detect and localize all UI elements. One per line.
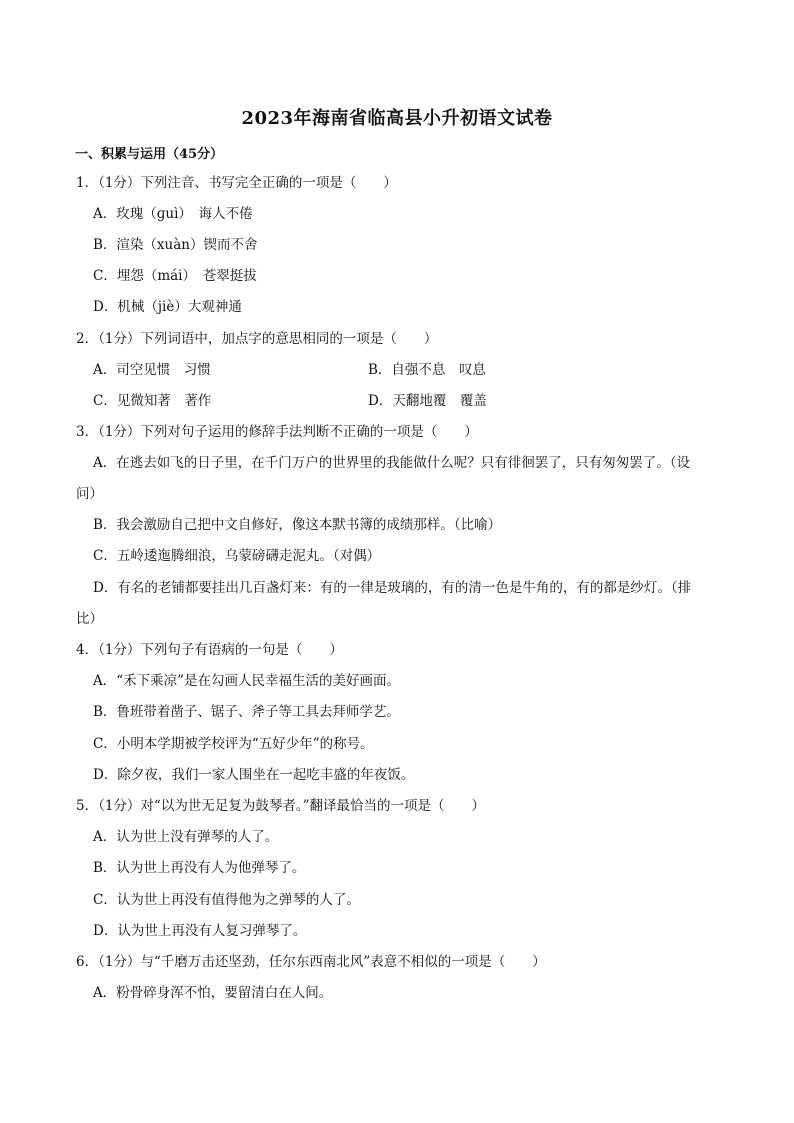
answer-option: D．除夕夜，我们一家人围坐在一起吃丰盛的年夜饭。 bbox=[93, 767, 415, 783]
question-stem: 3．（1分）下列对句子运用的修辞手法判断不正确的一项是（ ） bbox=[76, 424, 478, 440]
answer-option: B．渲染（xuàn）锲而不舍 bbox=[93, 237, 258, 253]
line-continuation: 问） bbox=[76, 486, 103, 502]
answer-option: A．玫瑰（ɡuì） 诲人不倦 bbox=[93, 206, 253, 222]
question-stem: 1．（1分）下列注音、书写完全正确的一项是（ ） bbox=[76, 175, 397, 191]
question-stem: 2．（1分）下列词语中，加点字的意思相同的一项是（ ） bbox=[76, 331, 438, 347]
answer-option: C．认为世上再没有值得他为之弹琴的人了。 bbox=[93, 892, 360, 908]
answer-option: D．天翻地覆 覆盖 bbox=[368, 393, 487, 409]
section-heading: 一、积累与运用（45分） bbox=[75, 147, 224, 162]
line-continuation: 比） bbox=[76, 611, 103, 627]
page-title: 2023年海南省临高县小升初语文试卷 bbox=[241, 108, 553, 129]
answer-option: A．“禾下乘凉”是在勾画人民幸福生活的美好画面。 bbox=[93, 673, 401, 689]
answer-option: B．认为世上再没有人为他弹琴了。 bbox=[93, 860, 306, 876]
answer-option: D．机械（jiè）大观神通 bbox=[93, 299, 242, 315]
answer-option: B．自强不息 叹息 bbox=[368, 362, 486, 378]
question-stem: 6．（1分）与“千磨万击还坚劲，任尔东西南北风”表意不相似的一项是（ ） bbox=[76, 954, 546, 970]
answer-option: A．粉骨碎身浑不怕，要留清白在人间。 bbox=[93, 985, 333, 1001]
question-stem: 5．（1分）对“以为世无足复为鼓琴者。”翻译最恰当的一项是（ ） bbox=[76, 798, 485, 814]
answer-option: B．我会激励自己把中文自修好，像这本默书簿的成绩那样。（比喻） bbox=[93, 517, 502, 533]
answer-option: A．司空见惯 习惯 bbox=[93, 362, 211, 378]
answer-option: B．鲁班带着凿子、锯子、斧子等工具去拜师学艺。 bbox=[93, 704, 400, 720]
answer-option: C．见微知著 著作 bbox=[93, 393, 212, 409]
question-stem: 4．（1分）下列句子有语病的一句是（ ） bbox=[76, 642, 343, 658]
answer-option: D．有名的老铺都要挂出几百盏灯来：有的一律是玻璃的，有的清一色是牛角的，有的都是纱灯。（排 bbox=[93, 580, 692, 596]
answer-option: A．认为世上没有弹琴的人了。 bbox=[93, 829, 279, 845]
answer-option: D．认为世上再没有人复习弹琴了。 bbox=[93, 923, 307, 939]
answer-option: C．埋怨（mái） 苍翠挺拔 bbox=[93, 268, 257, 284]
answer-option: C．五岭逶迤腾细浪，乌蒙磅礴走泥丸。（对偶） bbox=[93, 548, 381, 564]
answer-option: C．小明本学期被学校评为“五好少年”的称号。 bbox=[93, 736, 374, 752]
answer-option: A．在逃去如飞的日子里，在千门万户的世界里的我能做什么呢？只有徘徊罢了，只有匆匆罢了。（设 bbox=[93, 455, 690, 471]
